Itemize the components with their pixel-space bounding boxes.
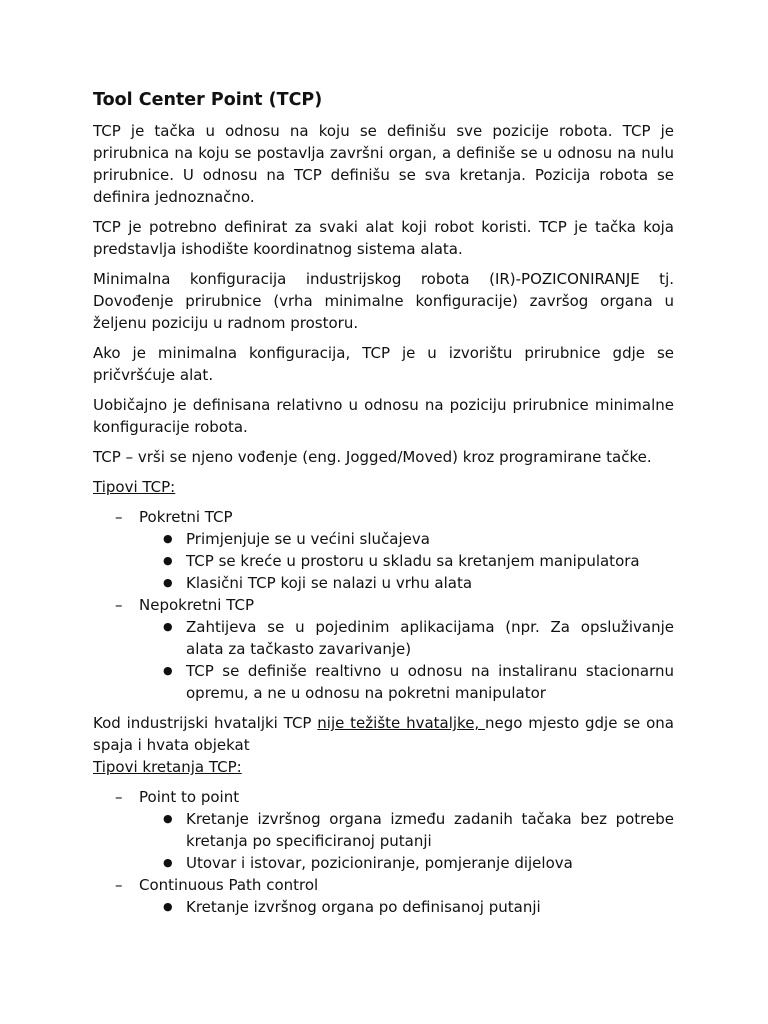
bullet-text: TCP se kreće u prostoru u skladu sa kretanjem manipulatora	[186, 552, 640, 570]
gripper-note-before: Kod industrijski hvataljki TCP	[93, 714, 318, 732]
bullet-item	[93, 616, 674, 660]
bullet-text: TCP se definiše realtivno u odnosu na instaliranu stacionarnu opremu, a ne u odnosu na pokretni manipulator	[186, 662, 674, 702]
bullet-icon: ●	[163, 554, 173, 567]
tcp-types-list	[93, 506, 674, 704]
list-item-fixed-tcp	[93, 594, 674, 616]
paragraph-minimal-configuration: Minimalna konfiguracija industrijskog robota (IR)-POZICONIRANJE tj. Dovođenje prirubnice (vrha minimalne konfiguracije) završog organa u željenu poziciju u radnom prostoru.	[93, 270, 674, 332]
bullet-icon: ●	[163, 620, 173, 633]
bullet-item	[93, 572, 674, 594]
bullet-item	[93, 528, 674, 550]
heading-tcp-types: Tipovi TCP:	[93, 478, 176, 496]
list-item-label: Pokretni TCP	[139, 508, 233, 526]
bullet-text: Kretanje izvršnog organa po definisanoj putanji	[186, 898, 541, 916]
bullet-text: Klasični TCP koji se nalazi u vrhu alata	[186, 574, 473, 592]
list-item-label: Continuous Path control	[139, 876, 319, 894]
bullet-text: Utovar i istovar, pozicioniranje, pomjeranje dijelova	[186, 854, 573, 872]
list-item-label: Point to point	[139, 788, 240, 806]
list-item-continuous-path	[93, 874, 674, 896]
bullet-item	[93, 808, 674, 852]
list-item-moving-tcp	[93, 506, 674, 528]
paragraph-relative-definition: Uobičajno je definisana relativno u odnosu na poziciju prirubnice minimalne konfiguracije robota.	[93, 396, 674, 436]
paragraph-tcp-definition: TCP je tačka u odnosu na koju se definišu sve pozicije robota. TCP je prirubnica na koju se postavlja završni organ, a definiše se u odnosu na nulu prirubnice. U odnosu na TCP definišu se sva kretanja. Pozicija robota se definira jednoznačno.	[93, 122, 674, 206]
dash-marker: –	[115, 788, 123, 806]
bullet-item	[93, 660, 674, 704]
dash-marker: –	[115, 876, 123, 894]
list-item-point-to-point	[93, 786, 674, 808]
bullet-icon: ●	[163, 856, 173, 869]
bullet-text: Zahtijeva se u pojedinim aplikacijama (npr. Za opsluživanje alata za tačkasto zavarivanje)	[186, 618, 674, 658]
list-item-label: Nepokretni TCP	[139, 596, 255, 614]
bullet-item	[93, 896, 674, 918]
document-title: Tool Center Point (TCP)	[93, 90, 323, 110]
bullet-icon: ●	[163, 532, 173, 545]
document-page	[93, 88, 674, 926]
bullet-icon: ●	[163, 576, 173, 589]
heading-motion-types: Tipovi kretanja TCP:	[93, 758, 242, 776]
gripper-note-after: nego mjesto gdje se ona spaja i hvata objekat	[93, 714, 674, 754]
bullet-icon: ●	[163, 812, 173, 825]
motion-types-list	[93, 786, 674, 918]
dash-marker: –	[115, 508, 123, 526]
paragraph-flange-origin: Ako je minimalna konfiguracija, TCP je u izvorištu prirubnice gdje se pričvršćuje alat.	[93, 344, 674, 384]
paragraph-tcp-per-tool: TCP je potrebno definirat za svaki alat koji robot koristi. TCP je tačka koja predstavlja ishodište koordinatnog sistema alata.	[93, 218, 674, 258]
paragraph-jogging: TCP – vrši se njeno vođenje (eng. Jogged/Moved) kroz programirane tačke.	[93, 448, 652, 466]
bullet-icon: ●	[163, 664, 173, 677]
bullet-item	[93, 852, 674, 874]
bullet-text: Kretanje izvršnog organa između zadanih tačaka bez potrebe kretanja po specificiranoj putanji	[186, 810, 674, 850]
gripper-note-underlined: nije težište hvataljke,	[317, 714, 486, 732]
bullet-text: Primjenjuje se u većini slučajeva	[186, 530, 430, 548]
dash-marker: –	[115, 596, 123, 614]
bullet-icon: ●	[163, 900, 173, 913]
bullet-item	[93, 550, 674, 572]
paragraph-gripper-note	[93, 712, 674, 756]
